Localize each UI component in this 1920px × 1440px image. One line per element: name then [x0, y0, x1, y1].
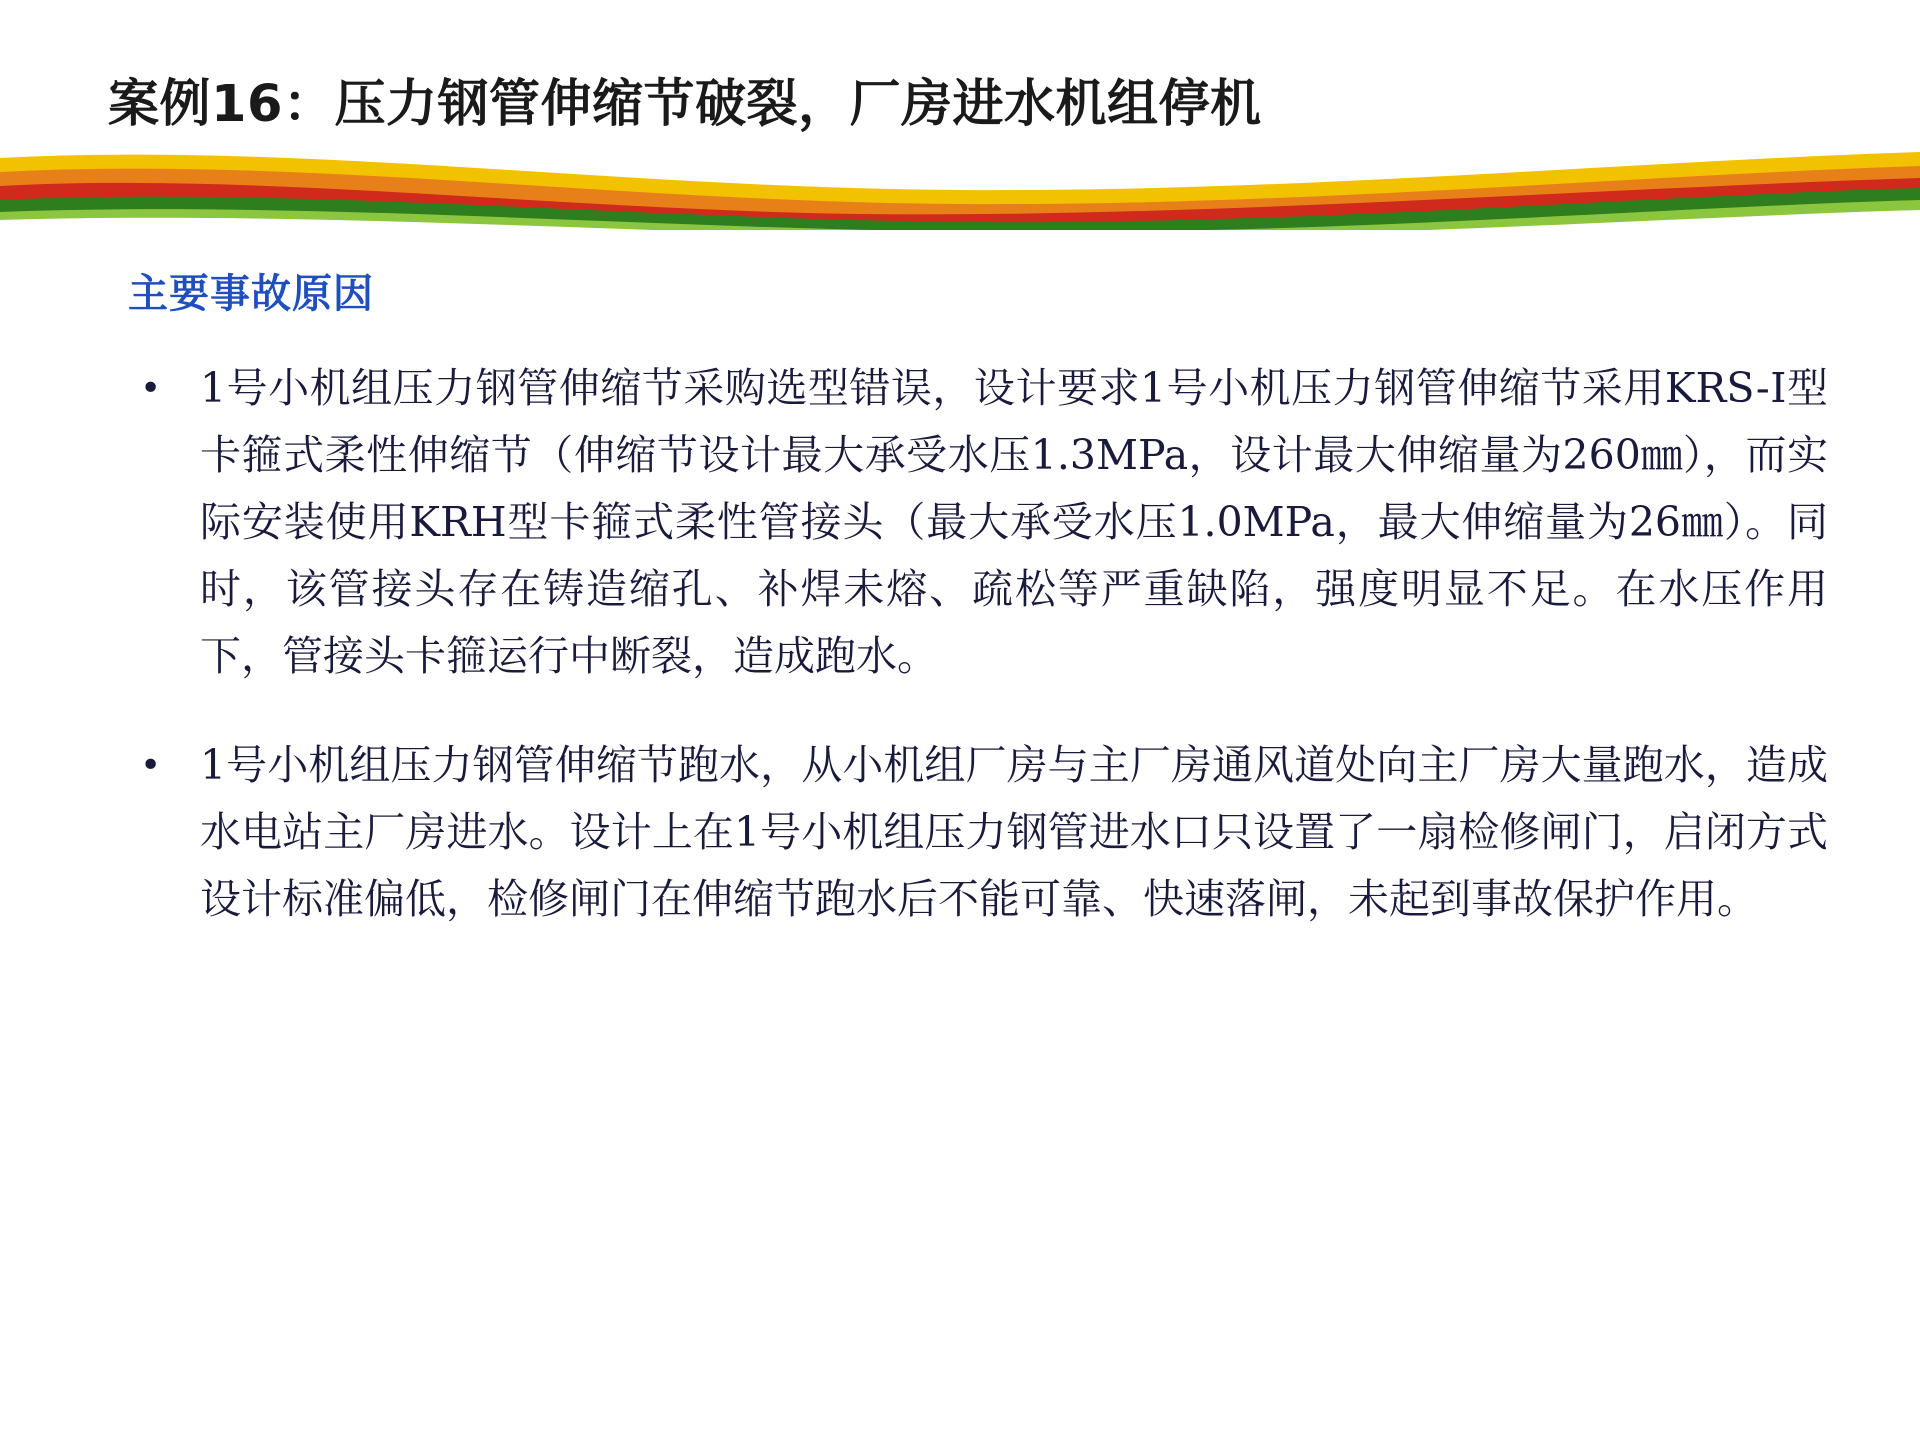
bullet-icon: • — [140, 745, 162, 786]
swoosh-svg — [0, 150, 1920, 230]
page-title: 案例16：压力钢管伸缩节破裂，厂房进水机组停机 — [108, 75, 1262, 134]
bullet-icon: • — [140, 368, 162, 409]
decorative-swoosh-banner — [0, 150, 1920, 230]
list-item — [128, 732, 1828, 933]
list-item-text: 1号小机组压力钢管伸缩节采购选型错误，设计要求1号小机压力钢管伸缩节采用KRS-Ⅰ型卡箍式柔性伸缩节（伸缩节设计最大承受水压1.3MPa，设计最大伸缩量为260㎜），而实际安装使用KRH型卡箍式柔性管接头（最大承受水压1.0MPa，最大伸缩量为26㎜）。同时，该管接头存在铸造缩孔、补焊未熔、疏松等严重缺陷，强度明显不足。在水压作用下，管接头卡箍运行中断裂，造成跑水。 — [200, 364, 1828, 680]
bullet-list — [128, 355, 1828, 975]
list-item-text: 1号小机组压力钢管伸缩节跑水，从小机组厂房与主厂房通风道处向主厂房大量跑水，造成水电站主厂房进水。设计上在1号小机组压力钢管进水口只设置了一扇检修闸门，启闭方式设计标准偏低，检修闸门在伸缩节跑水后不能可靠、快速落闸，未起到事故保护作用。 — [200, 741, 1828, 923]
section-heading: 主要事故原因 — [128, 271, 374, 317]
list-item — [128, 355, 1828, 690]
